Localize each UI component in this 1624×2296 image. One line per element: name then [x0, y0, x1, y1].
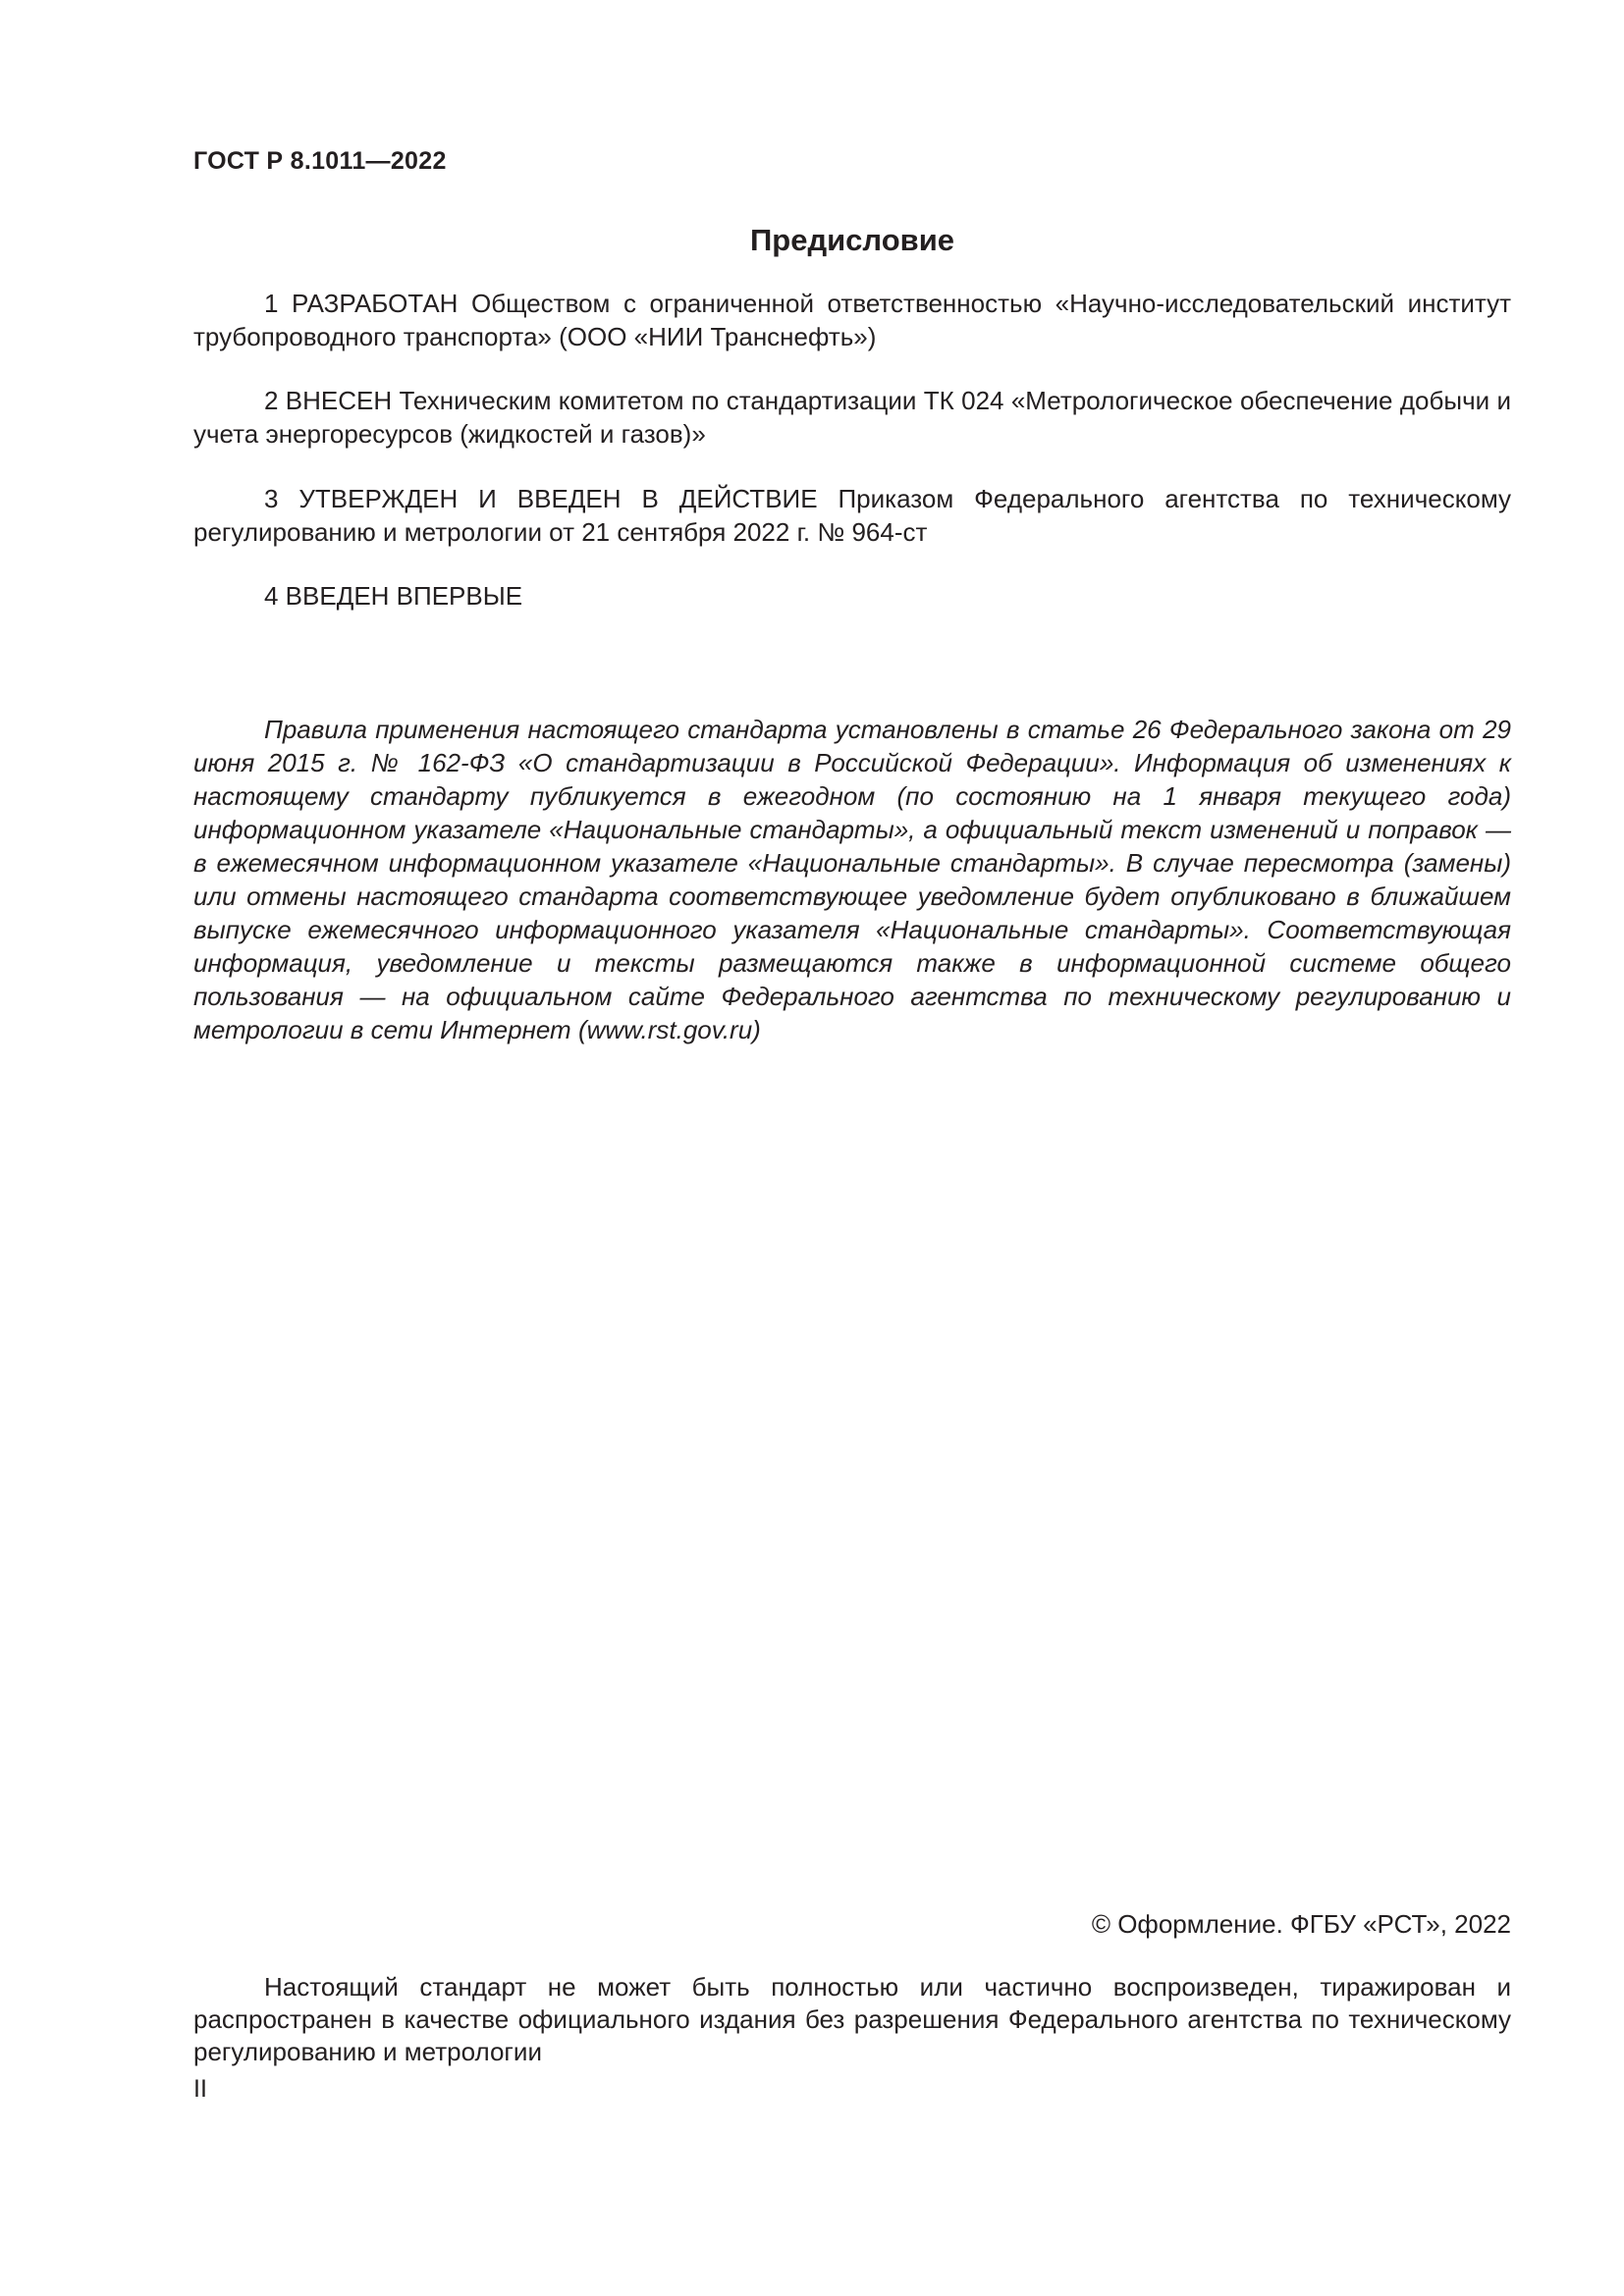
preface-item-1: 1 РАЗРАБОТАН Обществом с ограниченной ответственностью «Научно-исследовательский институт трубопроводного транспорта» (ООО «НИИ Транснефть»)	[193, 289, 1511, 351]
application-rules-text: Правила применения настоящего стандарта установлены в статье 26 Федерального закона от 29 июня 2015 г. № 162-ФЗ «О стандартизации в Российской Федерации». Информация об изменениях к настоящему стандарту публикуется в ежегодном (по состоянию на 1 января текущего года) информационном указателе «Национальные стандарты», а официальный текст изменений и поправок — в ежемесячном информационном указателе «Национальные стандарты». В случае пересмотра (замены) или отмены настоящего стандарта соответствующее уведомление будет опубликовано в ближайшем выпуске ежемесячного информационного указателя «Национальные стандарты». Соответствующая информация, уведомление и тексты размещаются также в информационной системе общего пользования — на официальном сайте Федерального агентства по техническому регулированию и метрологии в сети Интернет (www.rst.gov.ru)	[193, 715, 1511, 1044]
preface-item-4: 4 ВВЕДЕН ВПЕРВЫЕ	[264, 581, 523, 611]
preface-item-2: 2 ВНЕСЕН Техническим комитетом по стандартизации ТК 024 «Метрологическое обеспечение добычи и учета энергоресурсов (жидкостей и газов)»	[193, 386, 1511, 449]
copyright-line: © Оформление. ФГБУ «РСТ», 2022	[1091, 1909, 1511, 1939]
page-title: Предисловие	[749, 223, 954, 257]
preface-item-3: 3 УТВЕРЖДЕН И ВВЕДЕН В ДЕЙСТВИЕ Приказом Федерального агентства по техническому регулированию и метрологии от 21 сентября 2022 г. № 964-ст	[193, 484, 1511, 547]
reproduction-notice: Настоящий стандарт не может быть полностью или частично воспроизведен, тиражирован и распространен в качестве официального издания без разрешения Федерального агентства по техническому регулированию и метрологии	[193, 1972, 1511, 2066]
standard-code: ГОСТ Р 8.1011—2022	[193, 147, 447, 175]
page-number: II	[193, 2075, 207, 2103]
